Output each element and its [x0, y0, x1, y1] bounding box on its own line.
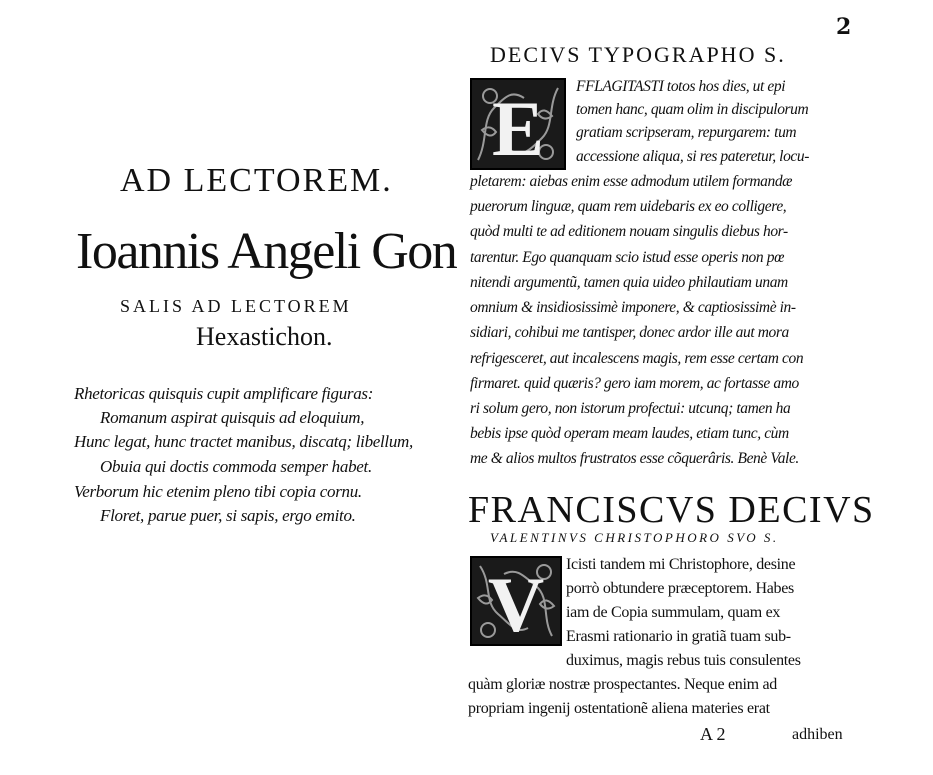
text-line: Icisti tandem mi Christophore, desine [566, 556, 796, 573]
page-heading: AD LECTOREM. [120, 162, 393, 199]
running-head: DECIVS TYPOGRAPHO S. [490, 42, 786, 67]
text-line: me & alios multos frustratos esse cõquerâris. Benè Vale. [470, 450, 799, 467]
author-name: Ioannis Angeli Gon [76, 223, 457, 280]
text-line: sidiari, cohibui me tantisper, donec ardor ille aut mora [470, 324, 789, 341]
text-line: FFLAGITASTI totos hos dies, ut epi [576, 78, 786, 95]
subheading: SALIS AD LECTOREM [120, 296, 352, 316]
poem-line: Rhetoricas quisquis cupit amplificare figuras: [74, 384, 374, 403]
text-line: iam de Copia summulam, quam ex [566, 604, 781, 621]
decorated-initial-e [470, 78, 566, 170]
text-line: tomen hanc, quam olim in discipulorum [576, 101, 809, 118]
text-line: propriam ingenij ostentationẽ aliena materies erat [468, 700, 770, 717]
text-line: gratiam scripseram, repurgarem: tum [576, 124, 797, 141]
poem-line: Obuia qui doctis commoda semper habet. [100, 457, 372, 476]
text-line: firmaret. quid quæris? gero iam morem, ac fortasse amo [470, 375, 799, 392]
text-line: puerorum linguæ, quam rem uidebaris ex eo colligere, [470, 198, 787, 215]
text-line: bebis ipse quòd operam meam laudes, etiam tunc, cùm [470, 425, 789, 442]
text-line: refrigesceret, aut incalescens magis, rem esse certam con [470, 350, 804, 367]
initial-letter: V [487, 561, 545, 646]
text-line: quòd multi te ad editionem nouam singulis diebus hor- [470, 223, 788, 240]
text-line: duximus, magis rebus tuis consulentes [566, 652, 801, 669]
section-subtitle: VALENTINVS CHRISTOPHORO SVO S. [490, 530, 779, 545]
text-line: porrò obtundere præceptorem. Habes [566, 580, 794, 597]
poem-form-title: Hexastichon. [196, 322, 333, 351]
text-line: pletarem: aiebas enim esse admodum utilem formandæ [470, 173, 793, 190]
text-line: accessione aliqua, si res pateretur, locu- [576, 148, 810, 165]
text-line: omnium & insidiosissimè imponere, & captiosissimè in- [470, 299, 796, 316]
text-line: Erasmi rationario in gratiã tuam sub- [566, 628, 791, 645]
signature-mark: A 2 [700, 724, 726, 744]
text-line: tarentur. Ego quanquam scio istud esse operis non pœ [470, 249, 785, 266]
text-line: quàm gloriæ nostræ prospectantes. Neque enim ad [468, 676, 777, 693]
initial-letter: E [491, 85, 545, 170]
section-title: FRANCISCVS DECIVS [468, 489, 875, 531]
page-number: 2 [836, 14, 852, 40]
poem-line: Hunc legat, hunc tractet manibus, discatq; libellum, [74, 432, 413, 451]
text-line: nitendi argumentũ, tamen quia uideo philautiam unam [470, 274, 788, 291]
poem-line: Romanum aspirat quisquis ad eloquium, [100, 408, 365, 427]
catchword: adhiben [792, 726, 843, 743]
poem-line: Verborum hic etenim pleno tibi copia cornu. [74, 482, 362, 501]
poem-line: Floret, parue puer, si sapis, ergo emito. [100, 506, 356, 525]
decorated-initial-v [470, 556, 562, 646]
text-line: ri solum gero, non istorum profectui: utcunq; tamen ha [470, 400, 791, 417]
